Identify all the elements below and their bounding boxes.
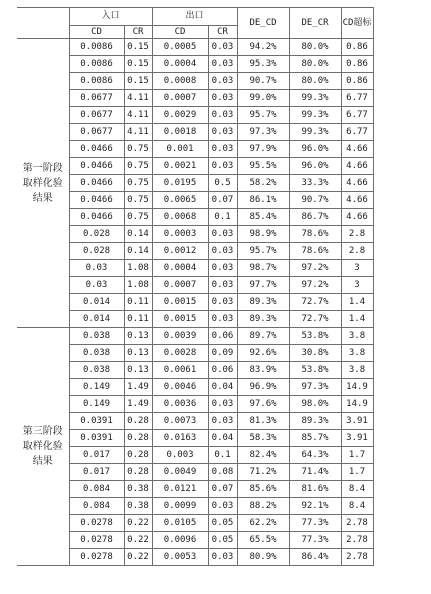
cell-inlet-cd: 0.0677 <box>69 90 124 107</box>
cell-outlet-cr: 0.09 <box>208 345 237 362</box>
cell-inlet-cd: 0.0466 <box>69 192 124 209</box>
cell-outlet-cr: 0.07 <box>208 192 237 209</box>
cell-cd-exceed: 3.91 <box>341 413 373 430</box>
cell-de-cr: 96.0% <box>289 141 341 158</box>
cell-outlet-cr: 0.05 <box>208 532 237 549</box>
cell-de-cr: 78.6% <box>289 243 341 260</box>
cell-inlet-cd: 0.084 <box>69 498 124 515</box>
cell-outlet-cr: 0.03 <box>208 90 237 107</box>
cell-inlet-cr: 0.28 <box>124 430 152 447</box>
cell-inlet-cr: 0.22 <box>124 549 152 566</box>
cell-outlet-cd: 0.0099 <box>152 498 208 515</box>
cell-outlet-cr: 0.06 <box>208 328 237 345</box>
cell-cd-exceed: 6.77 <box>341 107 373 124</box>
cell-de-cd: 99.0% <box>237 90 289 107</box>
cell-inlet-cd: 0.03 <box>69 277 124 294</box>
cell-outlet-cd: 0.0163 <box>152 430 208 447</box>
cell-outlet-cd: 0.0018 <box>152 124 208 141</box>
cell-outlet-cr: 0.1 <box>208 447 237 464</box>
cell-de-cr: 77.3% <box>289 532 341 549</box>
results-table-container <box>17 7 374 566</box>
cell-de-cr: 78.6% <box>289 226 341 243</box>
cell-outlet-cd: 0.0039 <box>152 328 208 345</box>
cell-inlet-cd: 0.017 <box>69 447 124 464</box>
cell-de-cr: 64.3% <box>289 447 341 464</box>
cell-de-cd: 97.3% <box>237 124 289 141</box>
cell-outlet-cd: 0.0021 <box>152 158 208 175</box>
cell-inlet-cr: 0.75 <box>124 175 152 192</box>
table-row <box>17 90 373 107</box>
cell-inlet-cr: 0.75 <box>124 158 152 175</box>
cell-cd-exceed: 8.4 <box>341 481 373 498</box>
table-row <box>17 362 373 379</box>
cell-inlet-cr: 1.08 <box>124 277 152 294</box>
cell-inlet-cr: 0.11 <box>124 311 152 328</box>
cell-inlet-cr: 0.22 <box>124 532 152 549</box>
cell-de-cd: 85.4% <box>237 209 289 226</box>
table-row <box>17 498 373 515</box>
cell-outlet-cr: 0.03 <box>208 243 237 260</box>
cell-de-cr: 80.0% <box>289 39 341 56</box>
header-corner <box>17 8 69 39</box>
cell-outlet-cr: 0.03 <box>208 141 237 158</box>
cell-outlet-cr: 0.03 <box>208 396 237 413</box>
cell-cd-exceed: 4.66 <box>341 175 373 192</box>
cell-inlet-cr: 1.49 <box>124 379 152 396</box>
cell-cd-exceed: 6.77 <box>341 90 373 107</box>
cell-de-cr: 71.4% <box>289 464 341 481</box>
cell-cd-exceed: 1.7 <box>341 464 373 481</box>
table-row <box>17 260 373 277</box>
cell-outlet-cr: 0.03 <box>208 158 237 175</box>
cell-de-cd: 89.3% <box>237 311 289 328</box>
cell-inlet-cr: 0.28 <box>124 447 152 464</box>
cell-inlet-cd: 0.014 <box>69 294 124 311</box>
cell-de-cd: 85.6% <box>237 481 289 498</box>
cell-de-cd: 86.1% <box>237 192 289 209</box>
cell-de-cr: 97.3% <box>289 379 341 396</box>
cell-cd-exceed: 2.78 <box>341 515 373 532</box>
cell-de-cr: 99.3% <box>289 107 341 124</box>
table-row <box>17 243 373 260</box>
cell-de-cr: 86.4% <box>289 549 341 566</box>
cell-de-cd: 96.9% <box>237 379 289 396</box>
cell-de-cr: 97.2% <box>289 277 341 294</box>
cell-de-cr: 96.0% <box>289 158 341 175</box>
header-inlet-cr: CR <box>124 26 152 39</box>
cell-de-cr: 92.1% <box>289 498 341 515</box>
cell-inlet-cd: 0.0466 <box>69 175 124 192</box>
cell-de-cd: 95.7% <box>237 243 289 260</box>
cell-de-cd: 97.7% <box>237 277 289 294</box>
cell-outlet-cr: 0.06 <box>208 362 237 379</box>
cell-inlet-cd: 0.0278 <box>69 532 124 549</box>
cell-inlet-cd: 0.017 <box>69 464 124 481</box>
cell-de-cr: 77.3% <box>289 515 341 532</box>
cell-outlet-cd: 0.0007 <box>152 90 208 107</box>
cell-de-cr: 98.0% <box>289 396 341 413</box>
table-row <box>17 39 373 56</box>
cell-inlet-cd: 0.038 <box>69 328 124 345</box>
cell-outlet-cr: 0.03 <box>208 260 237 277</box>
cell-inlet-cr: 4.11 <box>124 90 152 107</box>
cell-outlet-cr: 0.03 <box>208 124 237 141</box>
cell-cd-exceed: 2.8 <box>341 243 373 260</box>
cell-inlet-cd: 0.0391 <box>69 430 124 447</box>
cell-inlet-cd: 0.0086 <box>69 73 124 90</box>
cell-inlet-cr: 0.28 <box>124 413 152 430</box>
table-row <box>17 73 373 90</box>
cell-outlet-cd: 0.0053 <box>152 549 208 566</box>
cell-cd-exceed: 2.8 <box>341 226 373 243</box>
cell-inlet-cr: 0.13 <box>124 362 152 379</box>
cell-de-cd: 82.4% <box>237 447 289 464</box>
cell-cd-exceed: 2.78 <box>341 532 373 549</box>
cell-de-cr: 99.3% <box>289 90 341 107</box>
cell-outlet-cd: 0.0004 <box>152 56 208 73</box>
cell-outlet-cd: 0.0028 <box>152 345 208 362</box>
cell-inlet-cd: 0.149 <box>69 379 124 396</box>
cell-cd-exceed: 0.86 <box>341 39 373 56</box>
cell-inlet-cr: 0.28 <box>124 464 152 481</box>
cell-de-cr: 86.7% <box>289 209 341 226</box>
cell-inlet-cr: 0.75 <box>124 141 152 158</box>
table-row <box>17 328 373 345</box>
cell-inlet-cd: 0.03 <box>69 260 124 277</box>
table-row <box>17 311 373 328</box>
cell-de-cr: 85.7% <box>289 430 341 447</box>
cell-outlet-cd: 0.001 <box>152 141 208 158</box>
cell-de-cd: 95.5% <box>237 158 289 175</box>
cell-de-cr: 89.3% <box>289 413 341 430</box>
cell-outlet-cd: 0.0096 <box>152 532 208 549</box>
header-outlet-cd: CD <box>152 26 208 39</box>
cell-outlet-cr: 0.04 <box>208 430 237 447</box>
cell-inlet-cr: 0.22 <box>124 515 152 532</box>
cell-cd-exceed: 0.86 <box>341 56 373 73</box>
table-row <box>17 192 373 209</box>
cell-outlet-cd: 0.0036 <box>152 396 208 413</box>
cell-outlet-cr: 0.5 <box>208 175 237 192</box>
cell-inlet-cd: 0.0278 <box>69 549 124 566</box>
cell-outlet-cd: 0.0012 <box>152 243 208 260</box>
cell-outlet-cd: 0.0061 <box>152 362 208 379</box>
cell-de-cd: 90.7% <box>237 73 289 90</box>
cell-inlet-cd: 0.0677 <box>69 107 124 124</box>
table-body <box>17 39 373 566</box>
table-row <box>17 141 373 158</box>
cell-outlet-cd: 0.0015 <box>152 311 208 328</box>
cell-inlet-cd: 0.149 <box>69 396 124 413</box>
cell-outlet-cr: 0.03 <box>208 39 237 56</box>
cell-outlet-cr: 0.03 <box>208 413 237 430</box>
cell-inlet-cr: 0.75 <box>124 192 152 209</box>
cell-inlet-cd: 0.0391 <box>69 413 124 430</box>
cell-cd-exceed: 4.66 <box>341 158 373 175</box>
cell-cd-exceed: 0.86 <box>341 73 373 90</box>
cell-cd-exceed: 4.66 <box>341 209 373 226</box>
cell-outlet-cr: 0.03 <box>208 56 237 73</box>
table-row <box>17 532 373 549</box>
table-row <box>17 294 373 311</box>
cell-cd-exceed: 3.8 <box>341 345 373 362</box>
cell-de-cd: 98.9% <box>237 226 289 243</box>
cell-de-cd: 98.7% <box>237 260 289 277</box>
cell-outlet-cr: 0.05 <box>208 515 237 532</box>
cell-outlet-cr: 0.1 <box>208 209 237 226</box>
cell-inlet-cr: 0.15 <box>124 56 152 73</box>
cell-de-cd: 81.3% <box>237 413 289 430</box>
cell-outlet-cd: 0.0004 <box>152 260 208 277</box>
cell-cd-exceed: 3.8 <box>341 362 373 379</box>
cell-outlet-cr: 0.03 <box>208 311 237 328</box>
table-row <box>17 175 373 192</box>
cell-outlet-cr: 0.03 <box>208 226 237 243</box>
cell-outlet-cd: 0.0003 <box>152 226 208 243</box>
cell-cd-exceed: 1.4 <box>341 294 373 311</box>
cell-cd-exceed: 3.8 <box>341 328 373 345</box>
cell-de-cr: 72.7% <box>289 311 341 328</box>
stage-label: 第一阶段取样化验结果 <box>17 39 69 328</box>
cell-de-cd: 58.2% <box>237 175 289 192</box>
header-inlet-cd: CD <box>69 26 124 39</box>
cell-outlet-cr: 0.03 <box>208 294 237 311</box>
cell-de-cd: 95.7% <box>237 107 289 124</box>
cell-outlet-cd: 0.0073 <box>152 413 208 430</box>
table-row <box>17 549 373 566</box>
cell-cd-exceed: 4.66 <box>341 192 373 209</box>
cell-outlet-cr: 0.07 <box>208 481 237 498</box>
cell-de-cd: 80.9% <box>237 549 289 566</box>
cell-inlet-cd: 0.038 <box>69 362 124 379</box>
cell-outlet-cd: 0.003 <box>152 447 208 464</box>
header-inlet: 入口 <box>69 8 152 26</box>
cell-de-cd: 89.7% <box>237 328 289 345</box>
cell-outlet-cr: 0.04 <box>208 379 237 396</box>
cell-outlet-cr: 0.03 <box>208 73 237 90</box>
cell-outlet-cr: 0.08 <box>208 464 237 481</box>
cell-de-cd: 58.3% <box>237 430 289 447</box>
cell-de-cr: 72.7% <box>289 294 341 311</box>
cell-de-cr: 81.6% <box>289 481 341 498</box>
cell-de-cr: 97.2% <box>289 260 341 277</box>
table-row <box>17 430 373 447</box>
cell-inlet-cr: 0.11 <box>124 294 152 311</box>
table-row <box>17 379 373 396</box>
cell-inlet-cr: 0.13 <box>124 328 152 345</box>
cell-outlet-cd: 0.0005 <box>152 39 208 56</box>
cell-outlet-cr: 0.03 <box>208 107 237 124</box>
header-de-cd: DE_CD <box>237 8 289 39</box>
table-row <box>17 226 373 243</box>
cell-outlet-cd: 0.0121 <box>152 481 208 498</box>
cell-de-cd: 83.9% <box>237 362 289 379</box>
cell-outlet-cd: 0.0007 <box>152 277 208 294</box>
cell-cd-exceed: 4.66 <box>341 141 373 158</box>
cell-inlet-cr: 4.11 <box>124 107 152 124</box>
table-row <box>17 396 373 413</box>
cell-inlet-cd: 0.0086 <box>69 39 124 56</box>
cell-inlet-cr: 0.38 <box>124 498 152 515</box>
cell-de-cr: 53.8% <box>289 328 341 345</box>
cell-de-cd: 62.2% <box>237 515 289 532</box>
cell-outlet-cd: 0.0105 <box>152 515 208 532</box>
cell-inlet-cr: 0.15 <box>124 73 152 90</box>
cell-inlet-cr: 0.14 <box>124 243 152 260</box>
cell-inlet-cd: 0.028 <box>69 243 124 260</box>
table-row <box>17 56 373 73</box>
table-row <box>17 447 373 464</box>
cell-cd-exceed: 14.9 <box>341 396 373 413</box>
cell-inlet-cd: 0.0466 <box>69 209 124 226</box>
cell-cd-exceed: 8.4 <box>341 498 373 515</box>
cell-inlet-cd: 0.028 <box>69 226 124 243</box>
cell-outlet-cd: 0.0068 <box>152 209 208 226</box>
cell-de-cd: 65.5% <box>237 532 289 549</box>
cell-cd-exceed: 1.4 <box>341 311 373 328</box>
cell-de-cr: 53.8% <box>289 362 341 379</box>
cell-outlet-cr: 0.03 <box>208 277 237 294</box>
cell-de-cd: 92.6% <box>237 345 289 362</box>
cell-inlet-cd: 0.0086 <box>69 56 124 73</box>
table-row <box>17 124 373 141</box>
cell-de-cr: 99.3% <box>289 124 341 141</box>
table-row <box>17 107 373 124</box>
cell-de-cd: 71.2% <box>237 464 289 481</box>
results-table <box>17 7 374 566</box>
cell-cd-exceed: 3 <box>341 277 373 294</box>
cell-de-cd: 97.6% <box>237 396 289 413</box>
header-outlet-cr: CR <box>208 26 237 39</box>
cell-cd-exceed: 14.9 <box>341 379 373 396</box>
table-row <box>17 209 373 226</box>
cell-de-cr: 33.3% <box>289 175 341 192</box>
cell-de-cr: 80.0% <box>289 56 341 73</box>
cell-de-cd: 95.3% <box>237 56 289 73</box>
cell-outlet-cr: 0.03 <box>208 549 237 566</box>
cell-outlet-cd: 0.0195 <box>152 175 208 192</box>
table-row <box>17 277 373 294</box>
cell-inlet-cd: 0.038 <box>69 345 124 362</box>
cell-inlet-cr: 1.49 <box>124 396 152 413</box>
cell-inlet-cr: 0.13 <box>124 345 152 362</box>
table-row <box>17 515 373 532</box>
cell-outlet-cd: 0.0008 <box>152 73 208 90</box>
cell-cd-exceed: 3 <box>341 260 373 277</box>
table-row <box>17 481 373 498</box>
cell-inlet-cr: 0.14 <box>124 226 152 243</box>
stage-label: 第三阶段取样化验结果 <box>17 328 69 566</box>
cell-inlet-cd: 0.084 <box>69 481 124 498</box>
cell-outlet-cd: 0.0029 <box>152 107 208 124</box>
cell-de-cd: 97.9% <box>237 141 289 158</box>
cell-inlet-cr: 0.15 <box>124 39 152 56</box>
table-row <box>17 413 373 430</box>
cell-cd-exceed: 3.91 <box>341 430 373 447</box>
cell-cd-exceed: 6.77 <box>341 124 373 141</box>
cell-cd-exceed: 1.7 <box>341 447 373 464</box>
cell-inlet-cr: 0.38 <box>124 481 152 498</box>
cell-outlet-cd: 0.0046 <box>152 379 208 396</box>
header-cd-exceed: CD超标 <box>341 8 373 39</box>
cell-de-cd: 88.2% <box>237 498 289 515</box>
cell-inlet-cd: 0.0677 <box>69 124 124 141</box>
table-row <box>17 158 373 175</box>
cell-inlet-cr: 1.08 <box>124 260 152 277</box>
cell-inlet-cr: 0.75 <box>124 209 152 226</box>
cell-outlet-cd: 0.0065 <box>152 192 208 209</box>
cell-de-cr: 90.7% <box>289 192 341 209</box>
cell-de-cr: 80.0% <box>289 73 341 90</box>
cell-cd-exceed: 2.78 <box>341 549 373 566</box>
cell-de-cd: 89.3% <box>237 294 289 311</box>
header-row-1 <box>17 8 373 26</box>
cell-de-cr: 30.8% <box>289 345 341 362</box>
cell-outlet-cr: 0.03 <box>208 498 237 515</box>
cell-outlet-cd: 0.0049 <box>152 464 208 481</box>
cell-de-cd: 94.2% <box>237 39 289 56</box>
table-row <box>17 345 373 362</box>
cell-inlet-cd: 0.0466 <box>69 141 124 158</box>
cell-inlet-cd: 0.014 <box>69 311 124 328</box>
table-row <box>17 464 373 481</box>
cell-outlet-cd: 0.0015 <box>152 294 208 311</box>
cell-inlet-cd: 0.0466 <box>69 158 124 175</box>
cell-inlet-cd: 0.0278 <box>69 515 124 532</box>
cell-inlet-cr: 4.11 <box>124 124 152 141</box>
header-de-cr: DE_CR <box>289 8 341 39</box>
header-outlet: 出口 <box>152 8 237 26</box>
